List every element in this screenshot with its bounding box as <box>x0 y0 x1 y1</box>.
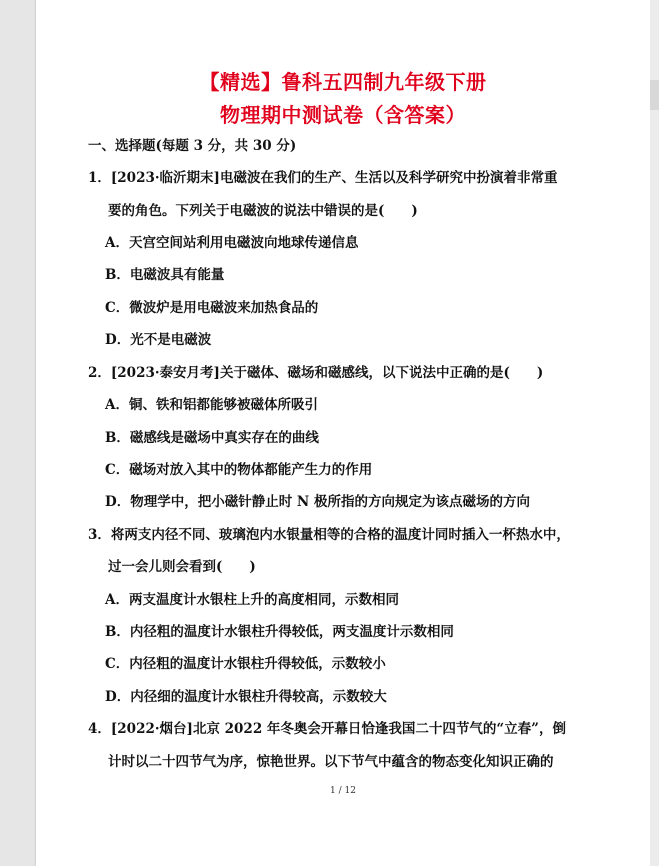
title-line-1: 【精选】鲁科五四制九年级下册 <box>199 70 487 94</box>
q1-option-a: A．天宫空间站利用电磁波向地球传递信息 <box>105 235 359 251</box>
q3-option-a: A．两支温度计水银柱上升的高度相同，示数相同 <box>105 592 399 608</box>
q2-option-a: A．铜、铁和铝都能够被磁体所吸引 <box>105 397 318 413</box>
q2-option-d: D．物理学中，把小磁针静止时 N 极所指的方向规定为该点磁场的方向 <box>105 494 530 510</box>
scrollbar-track[interactable] <box>650 0 659 866</box>
q1-option-c: C．微波炉是用电磁波来加热食品的 <box>105 300 319 316</box>
q3-option-d: D．内径细的温度计水银柱升得较高，示数较大 <box>105 689 387 705</box>
title-line-2: 物理期中测试卷（含答案） <box>220 103 466 127</box>
section-heading: 一、选择题(每题 3 分，共 30 分) <box>88 138 297 154</box>
q3-option-b: B．内径粗的温度计水银柱升得较低，两支温度计示数相同 <box>105 624 454 640</box>
q1-option-d: D．光不是电磁波 <box>105 332 212 348</box>
q2-option-c: C．磁场对放入其中的物体都能产生力的作用 <box>105 462 373 478</box>
q4-stem-line-1: 4．[2022·烟台]北京 2022 年冬奥会开幕日恰逢我国二十四节气的“立春”，倒 <box>88 721 566 737</box>
document-page <box>36 0 650 866</box>
q1-option-b: B．电磁波具有能量 <box>105 267 225 283</box>
q2-stem-line-1: 2．[2023·泰安月考]关于磁体、磁场和磁感线，以下说法中正确的是( ) <box>88 365 544 381</box>
q1-stem-line-2: 要的角色。下列关于电磁波的说法中错误的是( ) <box>108 203 418 219</box>
q3-option-c: C．内径粗的温度计水银柱升得较低，示数较小 <box>105 656 386 672</box>
q1-stem-line-1: 1．[2023·临沂期末]电磁波在我们的生产、生活以及科学研究中扮演着非常重 <box>88 170 558 186</box>
q3-stem-line-1: 3．将两支内径不同、玻璃泡内水银量相等的合格的温度计同时插入一杯热水中， <box>88 527 570 543</box>
q2-option-b: B．磁感线是磁场中真实存在的曲线 <box>105 430 319 446</box>
q3-stem-line-2: 过一会儿则会看到( ) <box>108 559 256 575</box>
page-indicator: 1 / 12 <box>330 786 356 796</box>
scrollbar-thumb[interactable] <box>650 80 659 110</box>
q4-stem-line-2: 计时以二十四节气为序，惊艳世界。以下节气中蕴含的物态变化知识正确的 <box>108 754 554 770</box>
